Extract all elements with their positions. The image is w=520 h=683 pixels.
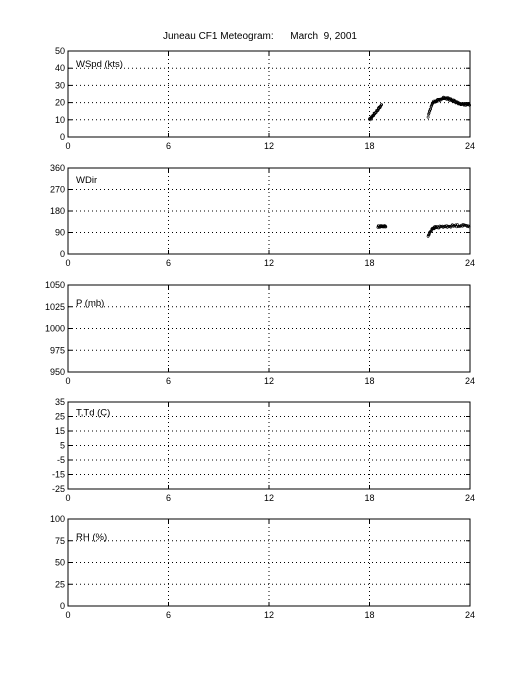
x-tick-label: 6 xyxy=(165,141,172,151)
x-tick-label: 24 xyxy=(464,493,476,503)
y-tick-label: 25 xyxy=(54,411,65,422)
x-tick-label: 18 xyxy=(364,376,375,386)
panel-label: WSpd (kts) xyxy=(76,59,123,71)
y-tick-label: 25 xyxy=(54,579,65,590)
y-tick-label: 35 xyxy=(54,397,65,407)
y-tick-label: 0 xyxy=(59,249,65,259)
y-tick-label: -5 xyxy=(56,455,65,465)
panel-label: P (mb) xyxy=(76,297,105,309)
y-tick-label: 270 xyxy=(49,184,65,195)
x-tick-label: 12 xyxy=(263,376,275,386)
x-tick-label: 18 xyxy=(364,258,375,268)
x-tick-label: 18 xyxy=(364,610,375,620)
y-tick-label: 10 xyxy=(54,114,65,125)
y-tick-label: 1000 xyxy=(44,323,65,334)
x-tick-label: 6 xyxy=(165,258,172,268)
chart-title: Juneau CF1 Meteogram: March 9, 2001 xyxy=(163,31,357,42)
x-tick-label: 18 xyxy=(364,493,375,503)
y-tick-label: 75 xyxy=(54,535,65,546)
x-tick-label: 12 xyxy=(263,258,275,268)
x-tick-label: 12 xyxy=(263,493,275,503)
x-tick-label: 24 xyxy=(464,258,476,268)
panel-label: WDir xyxy=(76,175,98,186)
y-tick-label: 360 xyxy=(49,163,65,173)
x-tick-label: 24 xyxy=(464,610,476,620)
panel-2 xyxy=(45,280,475,386)
y-tick-label: -25 xyxy=(51,484,65,494)
x-tick-label: 0 xyxy=(65,610,71,620)
y-tick-label: 50 xyxy=(54,557,65,568)
data-point xyxy=(427,116,429,118)
y-tick-label: 1050 xyxy=(44,280,65,290)
x-tick-label: 18 xyxy=(364,141,375,151)
y-tick-label: 50 xyxy=(54,46,65,56)
panel-3 xyxy=(52,397,475,503)
panel-0 xyxy=(55,46,475,151)
x-tick-label: 0 xyxy=(65,258,71,268)
y-tick-label: 5 xyxy=(59,440,65,451)
y-tick-label: 90 xyxy=(54,227,65,238)
x-tick-label: 0 xyxy=(65,141,71,151)
y-tick-label: 1025 xyxy=(44,301,65,312)
panel-label: RH (%) xyxy=(76,531,108,543)
x-tick-label: 24 xyxy=(464,376,476,386)
panel-1 xyxy=(50,163,475,268)
x-tick-label: 6 xyxy=(165,610,172,620)
y-tick-label: 100 xyxy=(49,514,65,524)
panel-4 xyxy=(50,514,475,620)
y-tick-label: 20 xyxy=(54,97,65,108)
y-tick-label: 950 xyxy=(49,367,65,377)
y-tick-label: 15 xyxy=(54,426,65,436)
x-tick-label: 24 xyxy=(464,141,476,151)
x-tick-label: 12 xyxy=(263,141,275,151)
y-tick-label: 975 xyxy=(49,345,65,356)
x-tick-label: 6 xyxy=(165,493,172,503)
x-tick-label: 0 xyxy=(65,493,71,503)
y-tick-label: 180 xyxy=(49,206,65,216)
x-tick-label: 6 xyxy=(165,376,172,386)
y-tick-label: 40 xyxy=(54,63,65,74)
y-tick-label: -15 xyxy=(51,469,65,480)
y-tick-label: 0 xyxy=(59,132,65,142)
x-tick-label: 12 xyxy=(263,610,275,620)
panel-label: T,Td (C) xyxy=(76,407,111,419)
y-tick-label: 0 xyxy=(59,601,65,611)
x-tick-label: 0 xyxy=(65,376,71,386)
y-tick-label: 30 xyxy=(54,80,65,91)
